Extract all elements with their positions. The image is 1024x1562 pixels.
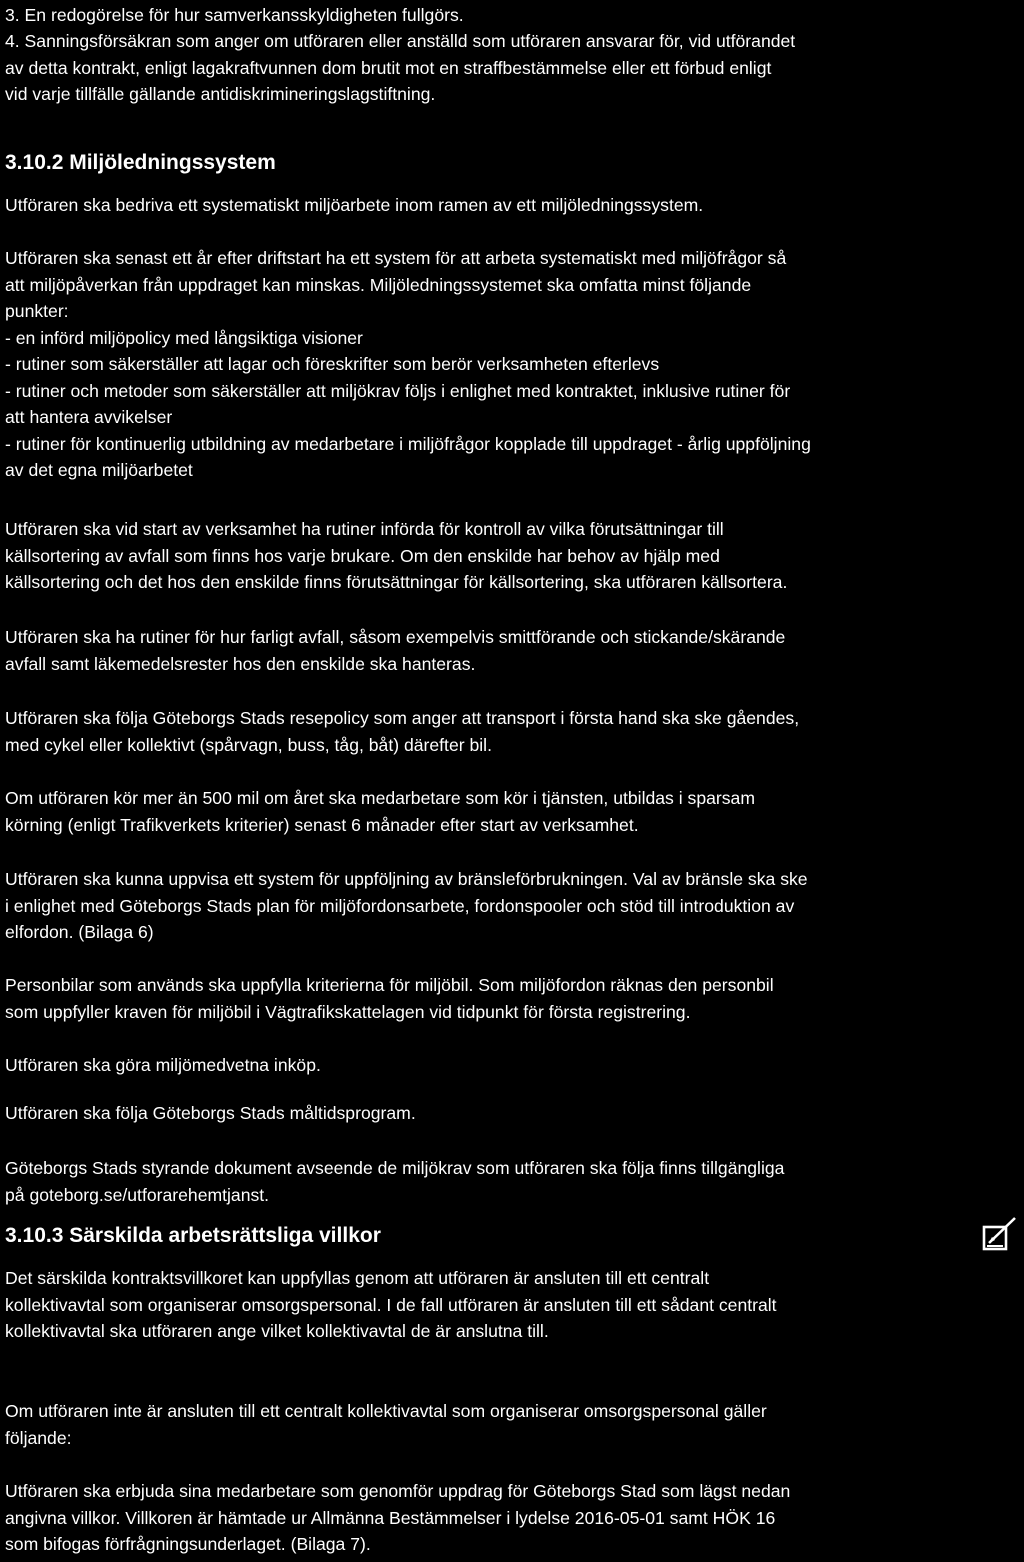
list-item-4 [5,28,1021,108]
list-item-continuation: av det egna miljöarbetet [5,460,193,480]
paragraph [5,705,1021,758]
edit-checkbox-icon [979,1215,1019,1253]
paragraph-line: med cykel eller kollektivt (spårvagn, buss, tåg, båt) därefter bil. [5,734,492,755]
list-item-3-text: 3. En redogörelse för hur samverkansskyldigheten fullgörs. [5,5,464,25]
paragraph [5,1265,1021,1345]
paragraph [5,624,1021,677]
paragraph [5,866,1021,946]
paragraph-line: Utföraren ska bedriva ett systematiskt miljöarbete inom ramen av ett miljöledningssystem. [5,195,704,215]
paragraph-line: följande: [5,1427,72,1448]
paragraph-line: Utföraren ska göra miljömedvetna inköp. [5,1055,321,1075]
paragraph [5,1052,1021,1079]
paragraph-line: kollektivavtal ska utföraren ange vilket kollektivavtal de är anslutna till. [5,1321,549,1341]
paragraph-line: i enlighet med Göteborgs Stads plan för miljöfordonsarbete, fordonspooler och stöd till introduktion av [5,895,795,916]
list-item: - rutiner som säkerställer att lagar och föreskrifter som berör verksamheten efterlevs [5,354,660,374]
paragraph-line: Det särskilda kontraktsvillkoret kan uppfyllas genom att utföraren är ansluten till ett centralt [5,1268,710,1288]
section-heading-sarskilda-arbetsrattsliga-villkor: 3.10.3 Särskilda arbetsrättsliga villkor [5,1224,381,1247]
paragraph-line: Göteborgs Stads styrande dokument avseende de miljökrav som utföraren ska följa finns tillgängliga [5,1158,785,1178]
paragraph-line: Utföraren ska vid start av verksamhet ha rutiner införda för kontroll av vilka förutsättningar till [5,519,724,539]
list-item: - rutiner och metoder som säkerställer att miljökrav följs i enlighet med kontraktet, inklusive rutiner för [5,380,791,401]
paragraph [5,516,1021,596]
paragraph-line: Om utföraren kör mer än 500 mil om året ska medarbetare som kör i tjänsten, utbildas i sparsam [5,788,755,808]
paragraph-line: Utföraren ska följa Göteborgs Stads resepolicy som anger att transport i första hand ska ske gåendes, [5,708,800,728]
list-item-4-line: av detta kontrakt, enligt lagakraftvunnen dom brutit mot en straffbestämmelse eller ett förbud enligt [5,57,772,78]
paragraph-line: som bifogas förfrågningsunderlaget. (Bilaga 7). [5,1534,371,1554]
paragraph-line: Personbilar som används ska uppfylla kriterierna för miljöbil. Som miljöfordon räknas den personbil [5,975,774,995]
paragraph [5,1155,1021,1208]
paragraph [5,1100,1021,1127]
paragraph-line: Utföraren ska följa Göteborgs Stads måltidsprogram. [5,1103,416,1123]
paragraph-line: körning (enligt Trafikverkets kriterier) senast 6 månader efter start av verksamhet. [5,814,639,835]
paragraph [5,972,1021,1025]
paragraph [5,1478,1021,1558]
list-item-4-line: 4. Sanningsförsäkran som anger om utföraren eller anställd som utföraren ansvarar för, vid utförandet [5,31,796,51]
paragraph-line: på goteborg.se/utforarehemtjanst. [5,1184,270,1205]
paragraph-line: kollektivavtal som organiserar omsorgspersonal. I de fall utföraren är ansluten till ett sådant centralt [5,1294,777,1315]
paragraph [5,785,1021,838]
paragraph-line: Om utföraren inte är ansluten till ett centralt kollektivavtal som organiserar omsorgspersonal gäller [5,1401,767,1421]
paragraph-line: Utföraren ska kunna uppvisa ett system för uppföljning av bränsleförbrukningen. Val av bränsle ska ske [5,869,808,889]
paragraph-line: punkter: [5,301,69,321]
paragraph-with-list [5,245,1021,484]
paragraph-line: avfall samt läkemedelsrester hos den enskilde ska hanteras. [5,653,476,674]
paragraph-line: att miljöpåverkan från uppdraget kan minskas. Miljöledningssystemet ska omfatta minst följande [5,274,752,295]
section-heading-miljoledningssystem: 3.10.2 Miljöledningssystem [5,151,276,174]
list-item: - rutiner för kontinuerlig utbildning av medarbetare i miljöfrågor kopplade till uppdraget - årlig uppföljning [5,433,811,454]
list-item: - en införd miljöpolicy med långsiktiga visioner [5,327,363,348]
paragraph-line: Utföraren ska erbjuda sina medarbetare som genomför uppdrag för Göteborgs Stad som lägst nedan [5,1481,791,1501]
paragraph [5,192,1021,219]
paragraph-line: källsortering och det hos den enskilde finns förutsättningar för källsortering, ska utföraren källsortera. [5,572,788,592]
paragraph-line: Utföraren ska ha rutiner för hur farligt avfall, såsom exempelvis smittförande och stickande/skärande [5,627,786,647]
paragraph-line: Utföraren ska senast ett år efter driftstart ha ett system för att arbeta systematiskt med miljöfrågor så [5,248,787,268]
list-item-continuation: att hantera avvikelser [5,407,173,427]
paragraph-line: elfordon. (Bilaga 6) [5,922,154,942]
list-item-3 [5,2,1021,29]
paragraph-line: källsortering av avfall som finns hos varje brukare. Om den enskilde har behov av hjälp med [5,545,720,566]
list-item-4-line: vid varje tillfälle gällande antidiskrimineringslagstiftning. [5,84,436,104]
paragraph-line: som uppfyller kraven för miljöbil i Vägtrafikskattelagen vid tidpunkt för första registrering. [5,1001,691,1022]
paragraph-line: angivna villkor. Villkoren är hämtade ur Allmänna Bestämmelser i lydelse 2016-05-01 samt HÖK 16 [5,1507,776,1528]
paragraph [5,1398,1021,1451]
